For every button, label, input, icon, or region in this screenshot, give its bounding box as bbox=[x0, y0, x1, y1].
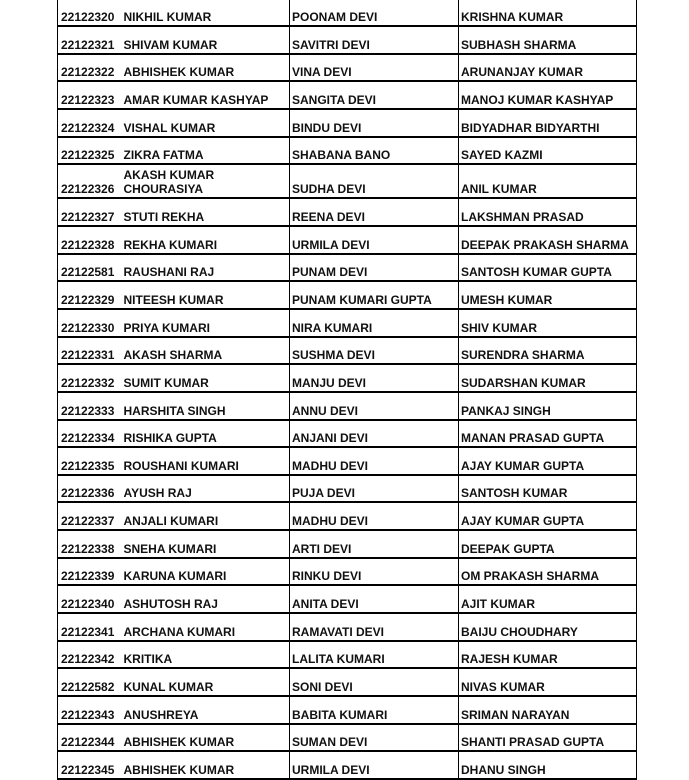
father-name-cell: DEEPAK GUPTA bbox=[459, 530, 637, 558]
roll-number-cell: 22122340 bbox=[58, 585, 122, 613]
student-name-cell: KUNAL KUMAR bbox=[122, 668, 290, 696]
mother-name-cell: SUMAN DEVI bbox=[290, 724, 459, 751]
table-row bbox=[58, 137, 637, 164]
table-row bbox=[58, 751, 637, 779]
table-row bbox=[58, 337, 637, 364]
father-name-cell: BAIJU CHOUDHARY bbox=[459, 613, 637, 641]
roll-number-cell: 22122321 bbox=[58, 26, 122, 54]
roll-number-cell: 22122333 bbox=[58, 392, 122, 420]
table-row bbox=[58, 0, 637, 26]
student-name-cell: RISHIKA GUPTA bbox=[122, 420, 290, 447]
father-name-cell: OM PRAKASH SHARMA bbox=[459, 558, 637, 585]
mother-name-cell: SONI DEVI bbox=[290, 668, 459, 696]
father-name-cell: MANOJ KUMAR KASHYAP bbox=[459, 81, 637, 109]
table-body bbox=[58, 0, 637, 779]
mother-name-cell: SUSHMA DEVI bbox=[290, 337, 459, 364]
table-row bbox=[58, 502, 637, 530]
father-name-cell: BIDYADHAR BIDYARTHI bbox=[459, 109, 637, 137]
student-name-cell: SHIVAM KUMAR bbox=[122, 26, 290, 54]
father-name-cell: UMESH KUMAR bbox=[459, 281, 637, 309]
table-row bbox=[58, 613, 637, 641]
father-name-cell: SAYED KAZMI bbox=[459, 137, 637, 164]
mother-name-cell: SUDHA DEVI bbox=[290, 164, 459, 198]
roll-number-cell: 22122337 bbox=[58, 502, 122, 530]
student-name-cell: ABHISHEK KUMAR bbox=[122, 724, 290, 751]
mother-name-cell: MADHU DEVI bbox=[290, 502, 459, 530]
mother-name-cell: LALITA KUMARI bbox=[290, 641, 459, 668]
father-name-cell: ANIL KUMAR bbox=[459, 164, 637, 198]
father-name-cell: PANKAJ SINGH bbox=[459, 392, 637, 420]
table-row bbox=[58, 54, 637, 81]
student-name-cell: NITEESH KUMAR bbox=[122, 281, 290, 309]
table-row bbox=[58, 26, 637, 54]
table-row bbox=[58, 81, 637, 109]
table-row bbox=[58, 392, 637, 420]
table-row bbox=[58, 420, 637, 447]
roll-number-cell: 22122326 bbox=[58, 164, 122, 198]
student-name-cell: AKASH KUMAR CHOURASIYA bbox=[122, 164, 290, 198]
student-name-cell: VISHAL KUMAR bbox=[122, 109, 290, 137]
mother-name-cell: VINA DEVI bbox=[290, 54, 459, 81]
mother-name-cell: RINKU DEVI bbox=[290, 558, 459, 585]
student-name-cell: REKHA KUMARI bbox=[122, 226, 290, 254]
table-row bbox=[58, 641, 637, 668]
mother-name-cell: PUNAM DEVI bbox=[290, 254, 459, 281]
mother-name-cell: MADHU DEVI bbox=[290, 447, 459, 475]
father-name-cell: AJIT KUMAR bbox=[459, 585, 637, 613]
table-row bbox=[58, 530, 637, 558]
roll-number-cell: 22122335 bbox=[58, 447, 122, 475]
father-name-cell: SANTOSH KUMAR GUPTA bbox=[459, 254, 637, 281]
roll-number-cell: 22122322 bbox=[58, 54, 122, 81]
mother-name-cell: ANJANI DEVI bbox=[290, 420, 459, 447]
roll-number-cell: 22122338 bbox=[58, 530, 122, 558]
table-row bbox=[58, 558, 637, 585]
student-name-cell: RAUSHANI RAJ bbox=[122, 254, 290, 281]
student-name-cell: STUTI REKHA bbox=[122, 198, 290, 226]
father-name-cell: SHANTI PRASAD GUPTA bbox=[459, 724, 637, 751]
father-name-cell: LAKSHMAN PRASAD bbox=[459, 198, 637, 226]
table-row bbox=[58, 668, 637, 696]
mother-name-cell: URMILA DEVI bbox=[290, 226, 459, 254]
roll-number-cell: 22122581 bbox=[58, 254, 122, 281]
student-name-cell: SUMIT KUMAR bbox=[122, 364, 290, 392]
student-name-cell: ROUSHANI KUMARI bbox=[122, 447, 290, 475]
mother-name-cell: REENA DEVI bbox=[290, 198, 459, 226]
mother-name-cell: URMILA DEVI bbox=[290, 751, 459, 779]
father-name-cell: KRISHNA KUMAR bbox=[459, 0, 637, 26]
roll-number-cell: 22122341 bbox=[58, 613, 122, 641]
student-name-cell: ABHISHEK KUMAR bbox=[122, 54, 290, 81]
mother-name-cell: BINDU DEVI bbox=[290, 109, 459, 137]
roll-number-cell: 22122344 bbox=[58, 724, 122, 751]
student-name-cell: ZIKRA FATMA bbox=[122, 137, 290, 164]
table-row bbox=[58, 364, 637, 392]
student-name-cell: ASHUTOSH RAJ bbox=[122, 585, 290, 613]
roll-number-cell: 22122330 bbox=[58, 309, 122, 337]
roll-number-cell: 22122339 bbox=[58, 558, 122, 585]
student-name-cell: ANUSHREYA bbox=[122, 696, 290, 724]
father-name-cell: SUDARSHAN KUMAR bbox=[459, 364, 637, 392]
table-row bbox=[58, 447, 637, 475]
mother-name-cell: BABITA KUMARI bbox=[290, 696, 459, 724]
father-name-cell: RAJESH KUMAR bbox=[459, 641, 637, 668]
student-name-cell: ABHISHEK KUMAR bbox=[122, 751, 290, 779]
father-name-cell: AJAY KUMAR GUPTA bbox=[459, 502, 637, 530]
father-name-cell: SHIV KUMAR bbox=[459, 309, 637, 337]
roll-number-cell: 22122334 bbox=[58, 420, 122, 447]
father-name-cell: DHANU SINGH bbox=[459, 751, 637, 779]
student-name-cell: AKASH SHARMA bbox=[122, 337, 290, 364]
father-name-cell: MANAN PRASAD GUPTA bbox=[459, 420, 637, 447]
mother-name-cell: SHABANA BANO bbox=[290, 137, 459, 164]
father-name-cell: ARUNANJAY KUMAR bbox=[459, 54, 637, 81]
table-row bbox=[58, 226, 637, 254]
student-name-cell: KARUNA KUMARI bbox=[122, 558, 290, 585]
table-row bbox=[58, 198, 637, 226]
roll-number-cell: 22122324 bbox=[58, 109, 122, 137]
table-row bbox=[58, 109, 637, 137]
mother-name-cell: MANJU DEVI bbox=[290, 364, 459, 392]
roll-number-cell: 22122331 bbox=[58, 337, 122, 364]
roll-number-cell: 22122332 bbox=[58, 364, 122, 392]
mother-name-cell: POONAM DEVI bbox=[290, 0, 459, 26]
roll-number-cell: 22122345 bbox=[58, 751, 122, 779]
mother-name-cell: NIRA KUMARI bbox=[290, 309, 459, 337]
student-name-cell: AMAR KUMAR KASHYAP bbox=[122, 81, 290, 109]
father-name-cell: DEEPAK PRAKASH SHARMA bbox=[459, 226, 637, 254]
table-row bbox=[58, 281, 637, 309]
table-row bbox=[58, 254, 637, 281]
mother-name-cell: SAVITRI DEVI bbox=[290, 26, 459, 54]
table-row bbox=[58, 724, 637, 751]
table-row bbox=[58, 164, 637, 198]
student-name-cell: AYUSH RAJ bbox=[122, 475, 290, 502]
student-name-cell: KRITIKA bbox=[122, 641, 290, 668]
student-name-cell: NIKHIL KUMAR bbox=[122, 0, 290, 26]
student-name-cell: SNEHA KUMARI bbox=[122, 530, 290, 558]
table-row bbox=[58, 309, 637, 337]
mother-name-cell: RAMAVATI DEVI bbox=[290, 613, 459, 641]
mother-name-cell: ANITA DEVI bbox=[290, 585, 459, 613]
student-table bbox=[57, 0, 637, 780]
father-name-cell: NIVAS KUMAR bbox=[459, 668, 637, 696]
roll-number-cell: 22122329 bbox=[58, 281, 122, 309]
father-name-cell: SRIMAN NARAYAN bbox=[459, 696, 637, 724]
roll-number-cell: 22122582 bbox=[58, 668, 122, 696]
student-name-cell: PRIYA KUMARI bbox=[122, 309, 290, 337]
roll-number-cell: 22122328 bbox=[58, 226, 122, 254]
mother-name-cell: SANGITA DEVI bbox=[290, 81, 459, 109]
father-name-cell: AJAY KUMAR GUPTA bbox=[459, 447, 637, 475]
roll-number-cell: 22122323 bbox=[58, 81, 122, 109]
mother-name-cell: ARTI DEVI bbox=[290, 530, 459, 558]
roll-number-cell: 22122325 bbox=[58, 137, 122, 164]
mother-name-cell: PUNAM KUMARI GUPTA bbox=[290, 281, 459, 309]
student-name-cell: HARSHITA SINGH bbox=[122, 392, 290, 420]
mother-name-cell: PUJA DEVI bbox=[290, 475, 459, 502]
father-name-cell: SUBHASH SHARMA bbox=[459, 26, 637, 54]
roll-number-cell: 22122342 bbox=[58, 641, 122, 668]
roll-number-cell: 22122320 bbox=[58, 0, 122, 26]
table-row bbox=[58, 585, 637, 613]
father-name-cell: SANTOSH KUMAR bbox=[459, 475, 637, 502]
student-name-cell: ANJALI KUMARI bbox=[122, 502, 290, 530]
table-row bbox=[58, 475, 637, 502]
roll-number-cell: 22122327 bbox=[58, 198, 122, 226]
roll-number-cell: 22122336 bbox=[58, 475, 122, 502]
father-name-cell: SURENDRA SHARMA bbox=[459, 337, 637, 364]
student-name-cell: ARCHANA KUMARI bbox=[122, 613, 290, 641]
table-row bbox=[58, 696, 637, 724]
mother-name-cell: ANNU DEVI bbox=[290, 392, 459, 420]
roll-number-cell: 22122343 bbox=[58, 696, 122, 724]
